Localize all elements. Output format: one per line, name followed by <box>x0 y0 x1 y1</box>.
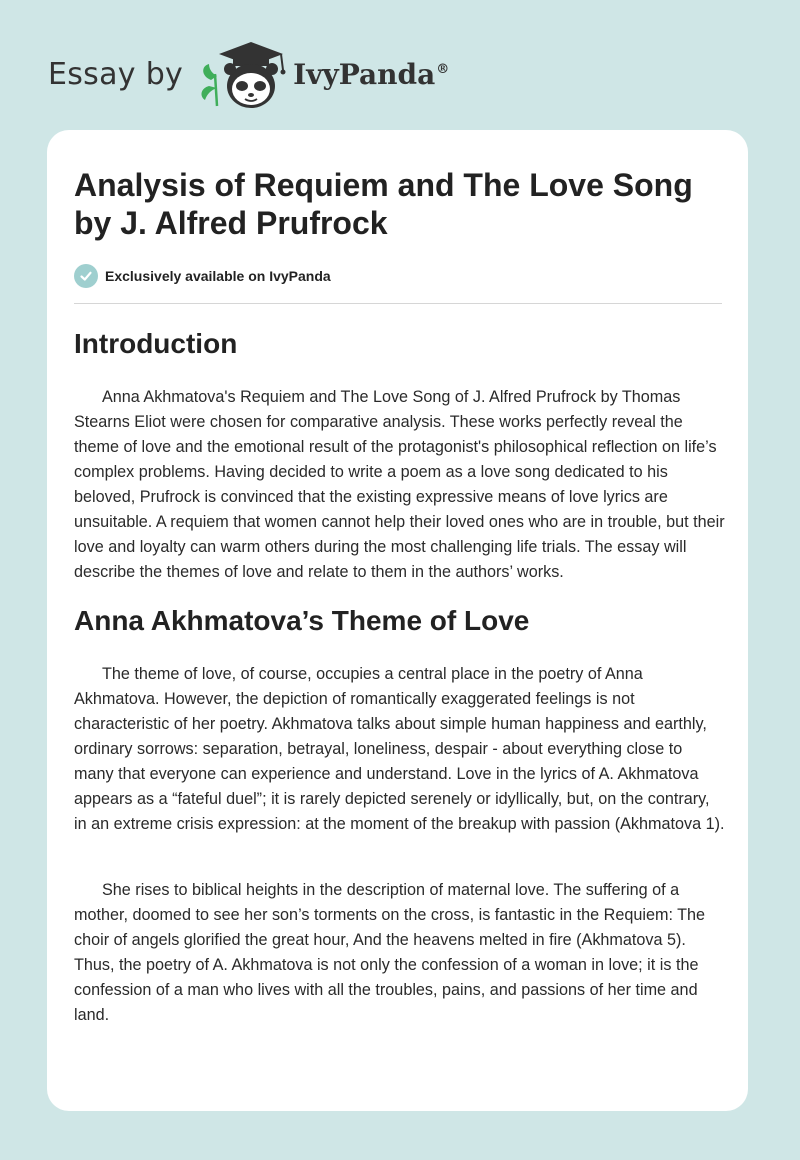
registered-mark: ® <box>436 62 450 78</box>
panda-graduate-icon[interactable] <box>197 36 289 112</box>
section-paragraph: She rises to biblical heights in the description of maternal love. The suffering of a mother, doomed to see her son’s torments on the cross, is fantastic in the Requiem: The choir of angels glorified the great hour, And the heavens melted in fire (Akhmatova 5). Thus, the poetry of A. Akhmatova is not only the confession of a woman in love; it is the confession of a man who lives with all the troubles, pains, and passions of her time and land. <box>74 881 706 1024</box>
section-paragraph: Anna Akhmatova's Requiem and The Love Song of J. Alfred Prufrock by Thomas Stearns Eliot were chosen for comparative analysis. These works perfectly reveal the theme of love and the emotional result of the protagonist's philosophical reflection on life’s complex problems. Having decided to write a poem as a love song dedicated to his beloved, Prufrock is convinced that the existing expressive means of love lyrics are unsuitable. A requiem that women cannot help their loved ones who are in trouble, but their love and loyalty can warm others during the most challenging life trials. The essay will describe the themes of love and relate to them in the authors’ works. <box>74 388 725 581</box>
exclusive-badge <box>74 264 331 288</box>
exclusive-badge-label: Exclusively available on IvyPanda <box>105 268 331 284</box>
site-header <box>48 34 449 114</box>
article-card <box>47 130 748 1111</box>
check-circle-icon <box>74 264 98 288</box>
essay-by-label: Essay by <box>48 56 184 92</box>
section-paragraph: The theme of love, of course, occupies a central place in the poetry of Anna Akhmatova. However, the depiction of romantically exaggerated feelings is not characteristic of her poetry. Akhmatova talks about simple human happiness and earthly, ordinary sorrows: separation, betrayal, loneliness, despair - about everything close to many that everyone can experience and understand. Love in the lyrics of A. Akhmatova appears as a “fateful duel”; it is rarely depicted serenely or idyllically, but, on the contrary, in an extreme crisis expression: at the moment of the breakup with passion (Akhmatova 1). <box>74 665 725 833</box>
section-heading-introduction: Introduction <box>74 328 238 359</box>
brand-name[interactable] <box>293 58 449 91</box>
article-title: Analysis of Requiem and The Love Song by J. Alfred Prufrock <box>74 167 693 241</box>
brand-text: IvyPanda <box>293 57 436 91</box>
section-heading-akhmatova: Anna Akhmatova’s Theme of Love <box>74 605 530 636</box>
title-divider <box>74 303 722 304</box>
